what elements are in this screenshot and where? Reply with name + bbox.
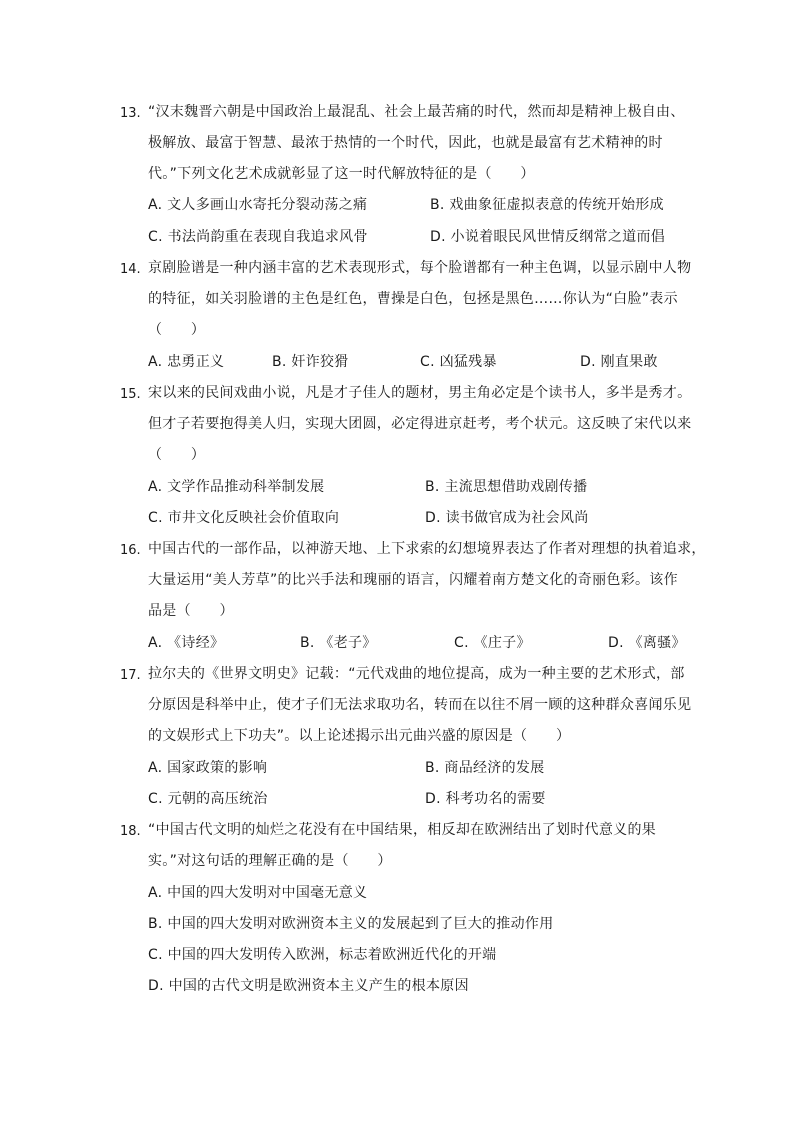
question-text-line: 的特征，如关羽脸谱的主色是红色，曹操是白色，包拯是黑色……你认为“白脸”表示 xyxy=(148,291,678,307)
question-text-line: “汉末魏晋六朝是中国政治上最混乱、社会上最苦痛的时代，然而却是精神上极自由、 xyxy=(148,104,685,120)
option-b: B. 商品经济的发展 xyxy=(425,760,545,776)
option-b: B. 戏曲象征虚拟表意的传统开始形成 xyxy=(430,197,664,213)
question-number: 13. xyxy=(120,106,141,121)
question-text-line: 品是（ ） xyxy=(148,603,234,619)
option-b: B. 主流思想借助戏剧传播 xyxy=(425,479,588,495)
option-b: B. 奸诈狡猾 xyxy=(272,354,349,370)
question-text-line: （ ） xyxy=(148,322,206,338)
question-number: 14. xyxy=(120,262,141,277)
option-d: D. 读书做官成为社会风尚 xyxy=(425,510,589,526)
question-text-line: 但才子若要抱得美人归，实现大团圆，必定得进京赶考，考个状元。这反映了宋代以来 xyxy=(148,416,692,432)
option-a: A. 《诗经》 xyxy=(148,635,225,651)
question-text-line: 分原因是科举中止，使才子们无法求取功名，转而在以往不屑一顾的这种群众喜闻乐见 xyxy=(148,697,692,713)
option-d: D. 小说着眼民风世情反纲常之道而倡 xyxy=(430,229,666,245)
option-c: C. 市井文化反映社会价值取向 xyxy=(148,510,340,526)
option-a: A. 忠勇正义 xyxy=(148,354,225,370)
option-d: D. 刚直果敢 xyxy=(580,354,658,370)
question-text-line: 的文娱形式上下功夫”。以上论述揭示出元曲兴盛的原因是（ ） xyxy=(148,728,571,744)
option-b: B. 中国的四大发明对欧洲资本主义的发展起到了巨大的推动作用 xyxy=(148,916,554,932)
question-text-line: 大量运用“美人芳草”的比兴手法和瑰丽的语言，闪耀着南方楚文化的奇丽色彩。该作 xyxy=(148,572,678,588)
question-text-line: “中国古代文明的灿烂之花没有在中国结果，相反却在欧洲结出了划时代意义的果 xyxy=(148,822,657,838)
option-c: C. 元朝的高压统治 xyxy=(148,791,268,807)
option-a: A. 文学作品推动科举制发展 xyxy=(148,479,325,495)
option-c: C. 《庄子》 xyxy=(454,635,531,651)
option-a: A. 文人多画山水寄托分裂动荡之痛 xyxy=(148,197,368,213)
option-d: D. 《离骚》 xyxy=(608,635,686,651)
question-text-line: 代。”下列文化艺术成就彰显了这一时代解放特征的是（ ） xyxy=(148,166,535,182)
option-a: A. 中国的四大发明对中国毫无意义 xyxy=(148,885,368,901)
question-number: 15. xyxy=(120,387,141,402)
option-c: C. 书法尚韵重在表现自我追求风骨 xyxy=(148,229,368,245)
question-text-line: 实。”对这句话的理解正确的是（ ） xyxy=(148,853,392,869)
question-text-line: 宋以来的民间戏曲小说，凡是才子佳人的题材，男主角必定是个读书人，多半是秀才。 xyxy=(148,385,692,401)
option-d: D. 科考功名的需要 xyxy=(425,791,546,807)
option-b: B. 《老子》 xyxy=(300,635,377,651)
option-c: C. 凶猛残暴 xyxy=(420,354,497,370)
question-number: 18. xyxy=(120,824,141,839)
question-text-line: 中国古代的一部作品，以神游天地、上下求索的幻想境界表达了作者对理想的执着追求， xyxy=(148,541,706,557)
question-number: 17. xyxy=(120,668,141,683)
option-d: D. 中国的古代文明是欧洲资本主义产生的根本原因 xyxy=(148,978,469,994)
question-text-line: （ ） xyxy=(148,447,206,463)
question-number: 16. xyxy=(120,543,141,558)
question-text-line: 极解放、最富于智慧、最浓于热情的一个时代，因此，也就是最富有艺术精神的时 xyxy=(148,135,663,151)
question-text-line: 京剧脸谱是一种内涵丰富的艺术表现形式，每个脸谱都有一种主色调，以显示剧中人物 xyxy=(148,260,692,276)
option-c: C. 中国的四大发明传入欧洲，标志着欧洲近代化的开端 xyxy=(148,947,497,963)
question-text-line: 拉尔夫的《世界文明史》记载：“元代戏曲的地位提高，成为一种主要的艺术形式，部 xyxy=(148,666,685,682)
option-a: A. 国家政策的影响 xyxy=(148,760,268,776)
